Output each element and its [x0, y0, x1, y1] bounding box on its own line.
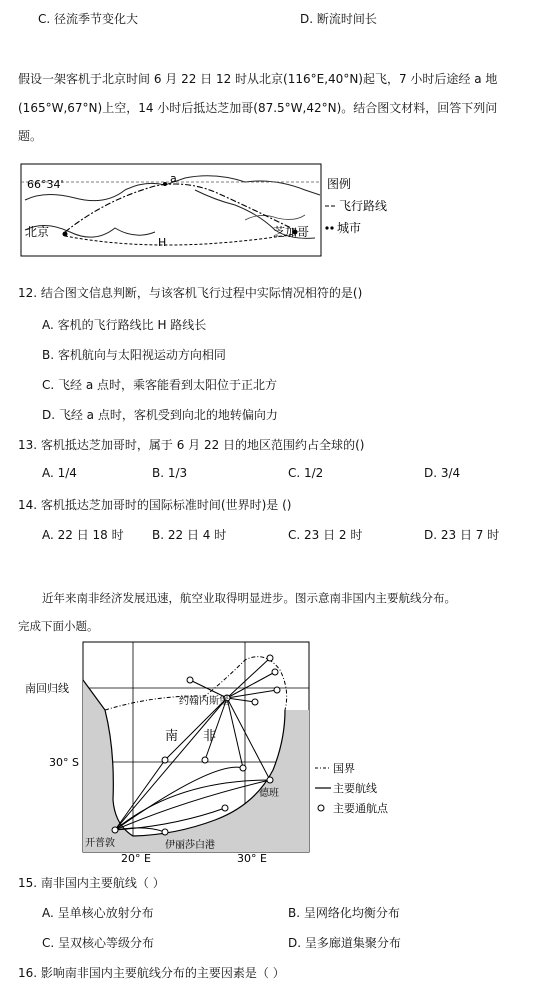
south-africa-airline-map	[15, 640, 415, 865]
map2-legend-route: 主要航线	[333, 782, 377, 795]
map1-lat-label: 66°34'	[27, 178, 64, 191]
q15-stem: 15. 南非国内主要航线（ ）	[18, 876, 165, 890]
map2-port-elizabeth: 伊丽莎白港	[165, 840, 215, 851]
q14-option-d: D. 23 日 7 时	[424, 528, 500, 542]
q13-stem: 13. 客机抵达芝加哥时，属于 6 月 22 日的地区范围约占全球的()	[18, 438, 365, 452]
q14-option-c: C. 23 日 2 时	[288, 528, 363, 542]
map2-legend-border: 国界	[333, 762, 355, 775]
q13-option-c: C. 1/2	[288, 466, 324, 480]
q15-option-a: A. 呈单核心放射分布	[42, 906, 154, 920]
map1-point-a: a	[170, 172, 177, 185]
map2-country-1: 南	[165, 729, 179, 744]
map2-lon30-label: 30° E	[237, 852, 267, 865]
map1-point-a-dot	[163, 182, 167, 186]
map2-lon20-label: 20° E	[121, 852, 151, 865]
q12-option-c: C. 飞经 a 点时，乘客能看到太阳位于正北方	[42, 378, 277, 392]
map1-h: H	[158, 236, 167, 249]
q12-option-b: B. 客机航向与太阳视运动方向相同	[42, 348, 226, 362]
map1-chicago: 芝加哥	[273, 225, 310, 239]
map1-legend-city: 城市	[337, 221, 362, 235]
map2-johannesburg: 约翰内斯堡	[179, 696, 229, 707]
option-d-top: D. 断流时间长	[300, 12, 377, 26]
map2-tropic-label: 南回归线	[25, 682, 69, 695]
passage1-line2: (165°W,67°N)上空，14 小时后抵达芝加哥(87.5°W,42°N)。结合图文材料，回答下列问	[18, 101, 498, 115]
passage1-line1: 假设一架客机于北京时间 6 月 22 日 12 时从北京(116°E,40°N)起飞，7 小时后途经 a 地	[18, 72, 498, 86]
map1-legend-title: 图例	[327, 177, 352, 191]
q15-option-c: C. 呈双核心等级分布	[42, 936, 155, 950]
map2-legend-airport: 主要通航点	[333, 802, 388, 815]
q16-stem: 16. 影响南非国内主要航线分布的主要因素是（ ）	[18, 966, 285, 980]
passage2-line1: 近年来南非经济发展迅速，航空业取得明显进步。图示意南非国内主要航线分布。	[42, 591, 456, 605]
map2-lat30-label: 30° S	[49, 756, 79, 769]
passage1-line3: 题。	[18, 129, 43, 143]
q14-option-a: A. 22 日 18 时	[42, 528, 124, 542]
flight-route-map	[15, 160, 390, 260]
q13-option-d: D. 3/4	[424, 466, 461, 480]
q13-option-b: B. 1/3	[152, 466, 188, 480]
map1-legend-route: 飞行路线	[339, 199, 388, 213]
q12-option-d: D. 飞经 a 点时，客机受到向北的地转偏向力	[42, 408, 278, 422]
q15-option-d: D. 呈多廊道集聚分布	[288, 936, 401, 950]
q13-option-a: A. 1/4	[42, 466, 77, 480]
map2-country-2: 非	[203, 729, 217, 744]
map2-durban: 德班	[259, 788, 279, 799]
q12-option-a: A. 客机的飞行路线比 H 路线长	[42, 318, 207, 332]
q14-option-b: B. 22 日 4 时	[152, 528, 227, 542]
map1-beijing: 北京	[25, 225, 50, 239]
option-c-top: C. 径流季节变化大	[38, 12, 139, 26]
q15-option-b: B. 呈网络化均衡分布	[288, 906, 400, 920]
q12-stem: 12. 结合图文信息判断，与该客机飞行过程中实际情况相符的是()	[18, 286, 363, 300]
map2-capetown: 开普敦	[85, 838, 115, 849]
q14-stem: 14. 客机抵达芝加哥时的国际标准时间(世界时)是 ()	[18, 498, 292, 512]
passage2-line2: 完成下面小题。	[18, 619, 99, 633]
map1-beijing-dot	[63, 232, 68, 237]
